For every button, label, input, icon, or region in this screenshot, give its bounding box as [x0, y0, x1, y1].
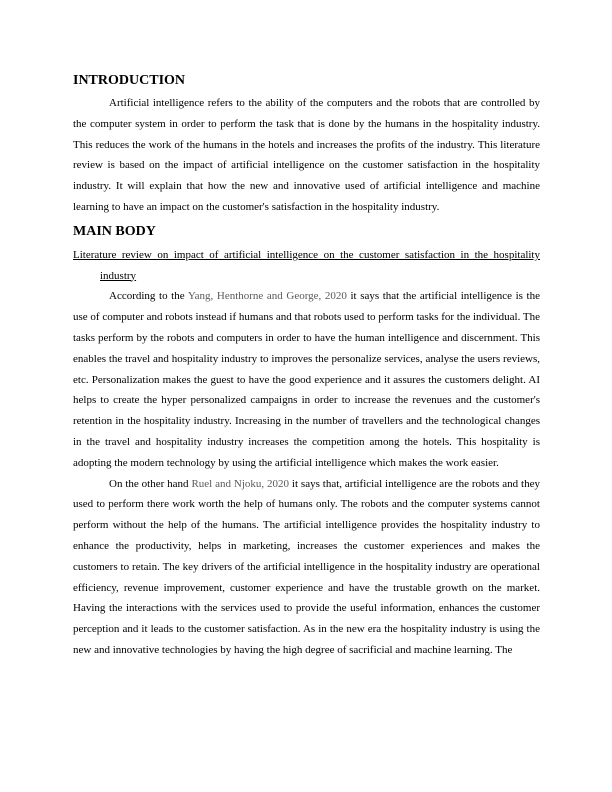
citation-yang-2020: Yang, Henthorne and George, 2020	[187, 290, 347, 303]
body-paragraph-2	[73, 474, 540, 661]
paragraph-text: it says that, artificial intelligence are the robots and they used to perform there work worth the help of humans only. The robots and the computer systems cannot perform without the help of the humans. The artificial intelligence provides the hospitality industry to enhance the productivity, helps in marketing, increases the customer experiences and makes the customers to retain. The key drivers of the artificial intelligence in the hospitality industry are operational efficiency, revenue improvement, customer experience and have the trustable growth on the market. Having the interactions with the services used to provide the useful information, enhances the customer perception and it leads to the customer satisfaction. As in the new era the hospitality industry is using the new and innovative technologies by having the high degree of sacrificial and machine learning. The	[73, 477, 540, 656]
literature-review-subheading: Literature review on impact of artificial intelligence on the customer satisfaction in the hospitality industry	[73, 248, 540, 282]
paragraph-text: it says that the artificial intelligence is the use of computer and robots instead if humans and that robots used to perform tasks for the individual. The tasks perform by the robots and computers in order to have the human intelligence and discernment. This enables the travel and hospitality industry to improves the personalize services, analyse the users reviews, etc. Personalization makes the guest to have the good experience and it assures the customers delight. AI helps to create the hyper personalized campaigns in order to increase the revenues and the customer's retention in the hospitality industry. Increasing in the number of travellers and the technological changes in the travel and hospitality industry increases the competition among the hotels. This hospitality is adopting the modern technology by using the artificial intelligence which makes the work easier.	[73, 290, 540, 469]
introduction-heading: INTRODUCTION	[73, 73, 186, 88]
body-paragraph-1	[73, 286, 540, 473]
paragraph-lead: According to the	[109, 290, 188, 303]
introduction-paragraph: Artificial intelligence refers to the ability of the computers and the robots that are controlled by the computer system in order to perform the task that is done by the humans in the hospitality industry. This reduces the work of the humans in the hotels and increases the profits of the industry. This literature review is based on the impact of artificial intelligence on the customer satisfaction in the hospitality industry. It will explain that how the new and innovative used of artificial intelligence and machine learning to have an impact on the customer's satisfaction in the hospitality industry.	[73, 97, 540, 213]
citation-ruel-2020: Ruel and Njoku, 2020	[191, 477, 290, 490]
page-content	[73, 72, 540, 661]
paragraph-lead: On the other hand	[109, 477, 192, 490]
main-body-heading: MAIN BODY	[73, 223, 156, 239]
